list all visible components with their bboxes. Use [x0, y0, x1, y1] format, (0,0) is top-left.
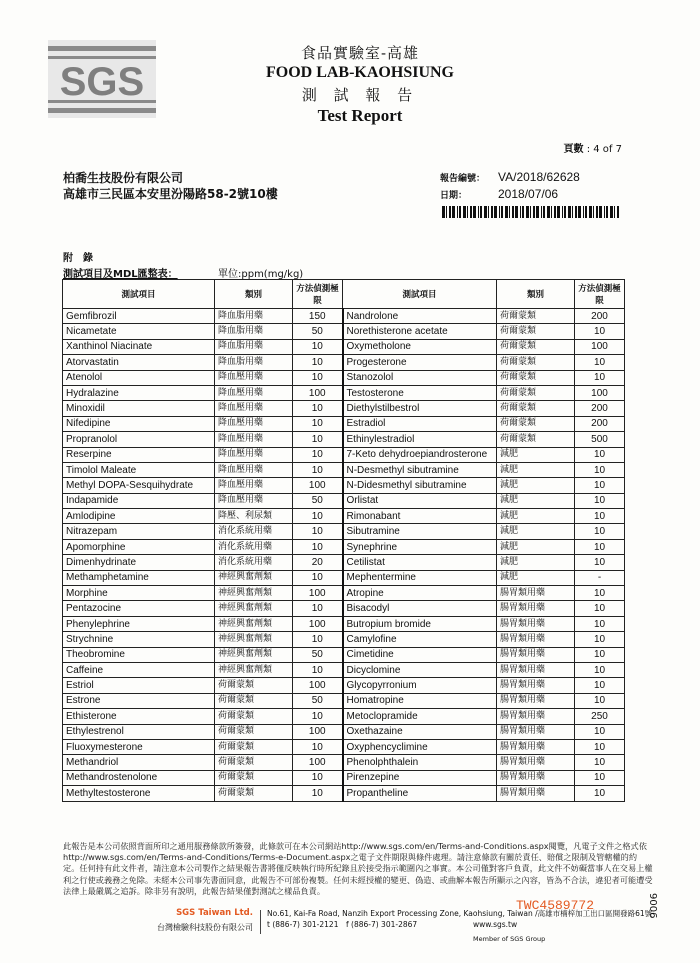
item-limit-2: 10 [575, 755, 625, 770]
item-name-2: Oxymetholone [343, 339, 497, 354]
item-limit: 100 [293, 678, 343, 693]
table-row [63, 770, 625, 785]
company-en: SGS Taiwan Ltd. [176, 908, 253, 918]
item-limit-2: 10 [575, 770, 625, 785]
col-header-item-2: 測試項目 [343, 280, 497, 309]
item-category: 神經興奮劑類 [215, 616, 293, 631]
item-name: Strychnine [63, 632, 215, 647]
item-name-2: Orlistat [343, 493, 497, 508]
item-category: 消化系統用藥 [215, 555, 293, 570]
item-category: 荷爾蒙類 [215, 739, 293, 754]
item-name-2: Cetilistat [343, 555, 497, 570]
item-category-2: 減肥 [497, 539, 575, 554]
table-row [63, 647, 625, 662]
item-name: Atorvastatin [63, 355, 215, 370]
item-limit-2: 10 [575, 355, 625, 370]
item-category: 荷爾蒙類 [215, 755, 293, 770]
report-title-en: Test Report [317, 106, 403, 125]
table-row [63, 586, 625, 601]
item-limit-2: 200 [575, 309, 625, 324]
item-name: Amlodipine [63, 509, 215, 524]
item-category-2: 荷爾蒙類 [497, 401, 575, 416]
item-category: 降血脂用藥 [215, 309, 293, 324]
item-name: Minoxidil [63, 401, 215, 416]
item-name: Timolol Maleate [63, 462, 215, 477]
item-name: Xanthinol Niacinate [63, 339, 215, 354]
item-limit: 100 [293, 616, 343, 631]
item-category: 降血壓用藥 [215, 385, 293, 400]
item-category-2: 減肥 [497, 524, 575, 539]
item-limit-2: 10 [575, 555, 625, 570]
item-name: Dimenhydrinate [63, 555, 215, 570]
item-name: Methandrostenolone [63, 770, 215, 785]
item-name: Phenylephrine [63, 616, 215, 631]
item-limit-2: 10 [575, 478, 625, 493]
footer-web: www.sgs.tw [473, 920, 518, 929]
item-limit: 10 [293, 539, 343, 554]
item-name: Methandriol [63, 755, 215, 770]
item-name: Nitrazepam [63, 524, 215, 539]
item-category: 降血壓用藥 [215, 432, 293, 447]
item-limit: 10 [293, 370, 343, 385]
item-limit: 50 [293, 493, 343, 508]
item-limit-2: 10 [575, 786, 625, 801]
item-category: 降血脂用藥 [215, 355, 293, 370]
item-limit: 10 [293, 462, 343, 477]
footer-fax: f (886-7) 301-2867 [346, 920, 418, 929]
table-row [63, 601, 625, 616]
item-limit: 50 [293, 693, 343, 708]
item-limit-2: 10 [575, 462, 625, 477]
item-category: 降血脂用藥 [215, 339, 293, 354]
item-name: Caffeine [63, 662, 215, 677]
item-name-2: Estradiol [343, 416, 497, 431]
item-limit-2: 100 [575, 385, 625, 400]
item-category: 荷爾蒙類 [215, 678, 293, 693]
lab-title-en: FOOD LAB-KAOHSIUNG [265, 64, 454, 81]
item-category: 降血壓用藥 [215, 370, 293, 385]
report-info [440, 170, 580, 204]
item-limit: 10 [293, 339, 343, 354]
item-category-2: 減肥 [497, 555, 575, 570]
item-limit-2: 10 [575, 616, 625, 631]
item-category-2: 荷爾蒙類 [497, 385, 575, 400]
item-name-2: Stanozolol [343, 370, 497, 385]
item-category-2: 荷爾蒙類 [497, 370, 575, 385]
item-name-2: Norethisterone acetate [343, 324, 497, 339]
footer-divider [260, 910, 261, 934]
item-limit: 100 [293, 385, 343, 400]
item-limit-2: 10 [575, 586, 625, 601]
footer [63, 908, 663, 948]
item-category-2: 減肥 [497, 447, 575, 462]
item-name: Nifedipine [63, 416, 215, 431]
col-header-category: 類別 [215, 280, 293, 309]
item-category-2: 腸胃類用藥 [497, 724, 575, 739]
lab-header [230, 42, 490, 126]
item-name-2: Propantheline [343, 786, 497, 801]
item-category: 荷爾蒙類 [215, 770, 293, 785]
item-limit: 10 [293, 709, 343, 724]
item-name-2: Homatropine [343, 693, 497, 708]
item-category: 降血壓用藥 [215, 401, 293, 416]
item-name: Gemfibrozil [63, 309, 215, 324]
item-limit-2: 10 [575, 647, 625, 662]
item-limit-2: 10 [575, 724, 625, 739]
item-category-2: 腸胃類用藥 [497, 693, 575, 708]
item-limit-2: 10 [575, 447, 625, 462]
sgs-logo-icon [48, 40, 156, 118]
item-name-2: Diethylstilbestrol [343, 401, 497, 416]
footer-member: Member of SGS Group [473, 935, 546, 943]
item-limit: 10 [293, 632, 343, 647]
item-category: 荷爾蒙類 [215, 786, 293, 801]
item-category-2: 荷爾蒙類 [497, 309, 575, 324]
item-name-2: Oxyphencyclimine [343, 739, 497, 754]
item-category-2: 減肥 [497, 509, 575, 524]
table-row [63, 739, 625, 754]
item-category-2: 腸胃類用藥 [497, 678, 575, 693]
item-limit: 10 [293, 509, 343, 524]
item-limit-2: 10 [575, 324, 625, 339]
item-limit-2: 200 [575, 416, 625, 431]
item-name-2: Atropine [343, 586, 497, 601]
item-category-2: 荷爾蒙類 [497, 416, 575, 431]
item-category-2: 腸胃類用藥 [497, 647, 575, 662]
item-limit-2: 10 [575, 662, 625, 677]
item-category-2: 腸胃類用藥 [497, 739, 575, 754]
item-name-2: Bisacodyl [343, 601, 497, 616]
item-limit-2: 500 [575, 432, 625, 447]
item-name: Theobromine [63, 647, 215, 662]
item-category: 荷爾蒙類 [215, 724, 293, 739]
item-limit: 100 [293, 724, 343, 739]
item-name-2: Testosterone [343, 385, 497, 400]
table-row [63, 693, 625, 708]
client-address: 高雄市三民區本安里汾陽路58-2號10樓 [63, 187, 278, 201]
company-cn: 台灣檢驗科技股份有限公司 [157, 923, 253, 932]
table-row [63, 524, 625, 539]
item-name-2: Oxethazaine [343, 724, 497, 739]
item-category-2: 減肥 [497, 493, 575, 508]
item-category: 消化系統用藥 [215, 539, 293, 554]
col-header-category-2: 類別 [497, 280, 575, 309]
table-row [63, 555, 625, 570]
table-row [63, 324, 625, 339]
footer-address: No.61, Kai-Fa Road, Nanzih Export Processing Zone, Kaohsiung, Taiwan /高雄市楠梓加工出口區開發路61號 [267, 909, 653, 918]
item-category: 神經興奮劑類 [215, 647, 293, 662]
item-category: 神經興奮劑類 [215, 662, 293, 677]
table-row [63, 309, 625, 324]
item-name: Indapamide [63, 493, 215, 508]
item-category-2: 腸胃類用藥 [497, 601, 575, 616]
item-limit-2: 10 [575, 739, 625, 754]
item-name-2: Ethinylestradiol [343, 432, 497, 447]
page-number: 頁數 : 4 of 7 [563, 144, 622, 155]
item-name: Reserpine [63, 447, 215, 462]
item-name: Nicametate [63, 324, 215, 339]
item-limit-2: 10 [575, 509, 625, 524]
item-limit: 10 [293, 524, 343, 539]
col-header-limit: 方法偵測極限 [293, 280, 343, 309]
item-limit: 10 [293, 570, 343, 585]
item-name-2: Nandrolone [343, 309, 497, 324]
item-name-2: Cimetidine [343, 647, 497, 662]
table-row [63, 539, 625, 554]
item-name: Hydralazine [63, 385, 215, 400]
sgs-logo [48, 40, 156, 118]
serial-number: TWC4589772 [516, 898, 595, 913]
item-category-2: 腸胃類用藥 [497, 616, 575, 631]
item-category-2: 減肥 [497, 462, 575, 477]
logo-text: SGS [59, 60, 145, 104]
table-header-row [63, 280, 625, 309]
table-row [63, 462, 625, 477]
item-name-2: Progesterone [343, 355, 497, 370]
item-category-2: 荷爾蒙類 [497, 355, 575, 370]
table-row [63, 493, 625, 508]
item-limit-2: 10 [575, 524, 625, 539]
item-name: Ethisterone [63, 709, 215, 724]
item-name-2: 7-Keto dehydroepiandrosterone [343, 447, 497, 462]
barcode [442, 203, 619, 215]
report-title-cn: 測 試 報 告 [301, 86, 419, 104]
item-category: 降血壓用藥 [215, 462, 293, 477]
item-name-2: Pirenzepine [343, 770, 497, 785]
item-limit: 10 [293, 739, 343, 754]
item-category: 降壓、利尿類 [215, 509, 293, 524]
report-date: 2018/07/06 [498, 187, 559, 201]
item-category: 降血壓用藥 [215, 416, 293, 431]
appendix-label: 附 錄 [63, 253, 93, 264]
item-name: Atenolol [63, 370, 215, 385]
item-name-2: Camylofine [343, 632, 497, 647]
item-limit-2: 10 [575, 678, 625, 693]
item-limit-2: 10 [575, 601, 625, 616]
item-name-2: N-Didesmethyl sibutramine [343, 478, 497, 493]
side-code: 9006 [647, 893, 658, 919]
item-limit: 10 [293, 770, 343, 785]
footer-company [88, 908, 253, 933]
item-limit-2: 200 [575, 401, 625, 416]
item-limit: 10 [293, 447, 343, 462]
table-row [63, 724, 625, 739]
item-limit-2: 10 [575, 370, 625, 385]
item-category-2: 荷爾蒙類 [497, 432, 575, 447]
table-row [63, 678, 625, 693]
table-row [63, 447, 625, 462]
item-name: Apomorphine [63, 539, 215, 554]
item-limit: 150 [293, 309, 343, 324]
item-category-2: 腸胃類用藥 [497, 786, 575, 801]
item-limit: 10 [293, 432, 343, 447]
item-category-2: 荷爾蒙類 [497, 339, 575, 354]
item-category: 神經興奮劑類 [215, 570, 293, 585]
item-category-2: 腸胃類用藥 [497, 632, 575, 647]
table-row [63, 755, 625, 770]
item-category: 神經興奮劑類 [215, 586, 293, 601]
report-no: VA/2018/62628 [498, 170, 580, 184]
item-name-2: Butropium bromide [343, 616, 497, 631]
item-name-2: Mephentermine [343, 570, 497, 585]
barcode-icon [442, 206, 619, 218]
item-category-2: 腸胃類用藥 [497, 662, 575, 677]
item-limit: 10 [293, 601, 343, 616]
table-row [63, 339, 625, 354]
item-limit: 50 [293, 324, 343, 339]
item-name-2: Glycopyrronium [343, 678, 497, 693]
item-limit-2: 10 [575, 693, 625, 708]
page-label: 頁數 [563, 144, 584, 155]
item-name: Ethylestrenol [63, 724, 215, 739]
item-category: 降血壓用藥 [215, 447, 293, 462]
item-limit: 100 [293, 586, 343, 601]
report-date-label: 日期： [440, 191, 468, 201]
table-row [63, 478, 625, 493]
item-limit: 10 [293, 662, 343, 677]
item-name: Methamphetamine [63, 570, 215, 585]
item-limit: 10 [293, 786, 343, 801]
disclaimer-text: 此報告是本公司依照背面所印之通用服務條款所簽發，此條款可在本公司網站http://www.sgs.com/en/Terms-and-Conditions.aspx閱覽，凡電子文件之格式依http://www.sgs.com/en/Terms-and-Conditions/Terms-e-Document.aspx之電子文件期限與條件處理。請注意條款有關於責任、賠償之限制及管轄權的約定。任何持有此文件者，請注意本公司製作之結果報告書將僅反映執行時所紀錄且於接受指示範圍內之事實。本公司僅對客戶負責，此文件不妨礙當事人在交易上權利之行使或義務之免除。未經本公司事先書面同意，此報告不可部份複製。任何未經授權的變更、偽造、或曲解本報告所顯示之內容，皆為不合法，違犯者可能遭受法律上最嚴厲之追訴。除非另有說明，此報告結果僅對測試之樣品負責。 [63, 841, 653, 896]
table-row [63, 662, 625, 677]
table-row [63, 385, 625, 400]
item-category: 降血脂用藥 [215, 324, 293, 339]
item-category-2: 腸胃類用藥 [497, 709, 575, 724]
mdl-table [62, 279, 625, 802]
item-category: 荷爾蒙類 [215, 709, 293, 724]
mdl-title: 測試項目及MDL匯整表： [63, 269, 178, 280]
item-name: Methyl DOPA-Sesquihydrate [63, 478, 215, 493]
client-block [63, 170, 278, 202]
item-category: 降血壓用藥 [215, 478, 293, 493]
item-limit: 10 [293, 401, 343, 416]
item-name-2: Dicyclomine [343, 662, 497, 677]
item-limit-2: 100 [575, 339, 625, 354]
table-row [63, 632, 625, 647]
table-row [63, 786, 625, 801]
client-name: 柏喬生技股份有限公司 [63, 171, 184, 185]
item-name: Fluoxymesterone [63, 739, 215, 754]
item-limit: 100 [293, 755, 343, 770]
table-row [63, 401, 625, 416]
table-row [63, 616, 625, 631]
item-limit: 50 [293, 647, 343, 662]
item-limit: 10 [293, 355, 343, 370]
item-limit-2: 10 [575, 539, 625, 554]
item-name-2: Synephrine [343, 539, 497, 554]
item-name: Morphine [63, 586, 215, 601]
item-category: 荷爾蒙類 [215, 693, 293, 708]
report-no-label: 報告編號： [440, 174, 486, 184]
footer-tel: t (886-7) 301-2121 [267, 920, 339, 929]
col-header-item: 測試項目 [63, 280, 215, 309]
item-name: Pentazocine [63, 601, 215, 616]
item-name-2: Phenolphthalein [343, 755, 497, 770]
item-limit: 20 [293, 555, 343, 570]
col-header-limit-2: 方法偵測極限 [575, 280, 625, 309]
item-category-2: 減肥 [497, 478, 575, 493]
item-category: 降血壓用藥 [215, 493, 293, 508]
table-row [63, 570, 625, 585]
table-row [63, 416, 625, 431]
item-category-2: 荷爾蒙類 [497, 324, 575, 339]
table-row [63, 370, 625, 385]
item-category-2: 腸胃類用藥 [497, 770, 575, 785]
item-name-2: N-Desmethyl sibutramine [343, 462, 497, 477]
unit-label: 單位:ppm(mg/kg) [218, 269, 304, 280]
item-category-2: 腸胃類用藥 [497, 586, 575, 601]
item-category-2: 減肥 [497, 570, 575, 585]
item-limit: 100 [293, 478, 343, 493]
item-category: 消化系統用藥 [215, 524, 293, 539]
item-name: Estrone [63, 693, 215, 708]
item-name: Methyltestosterone [63, 786, 215, 801]
item-name: Propranolol [63, 432, 215, 447]
table-row [63, 432, 625, 447]
table-row [63, 509, 625, 524]
item-name-2: Metoclopramide [343, 709, 497, 724]
item-name: Estriol [63, 678, 215, 693]
table-row [63, 709, 625, 724]
item-limit-2: 250 [575, 709, 625, 724]
item-limit-2: - [575, 570, 625, 585]
item-category: 神經興奮劑類 [215, 632, 293, 647]
item-category-2: 腸胃類用藥 [497, 755, 575, 770]
item-name-2: Rimonabant [343, 509, 497, 524]
item-limit: 10 [293, 416, 343, 431]
item-name-2: Sibutramine [343, 524, 497, 539]
item-limit-2: 10 [575, 493, 625, 508]
table-row [63, 355, 625, 370]
page-value: 4 of 7 [593, 144, 622, 155]
item-category: 神經興奮劑類 [215, 601, 293, 616]
item-limit-2: 10 [575, 632, 625, 647]
lab-title-cn: 食品實驗室-高雄 [300, 44, 420, 62]
